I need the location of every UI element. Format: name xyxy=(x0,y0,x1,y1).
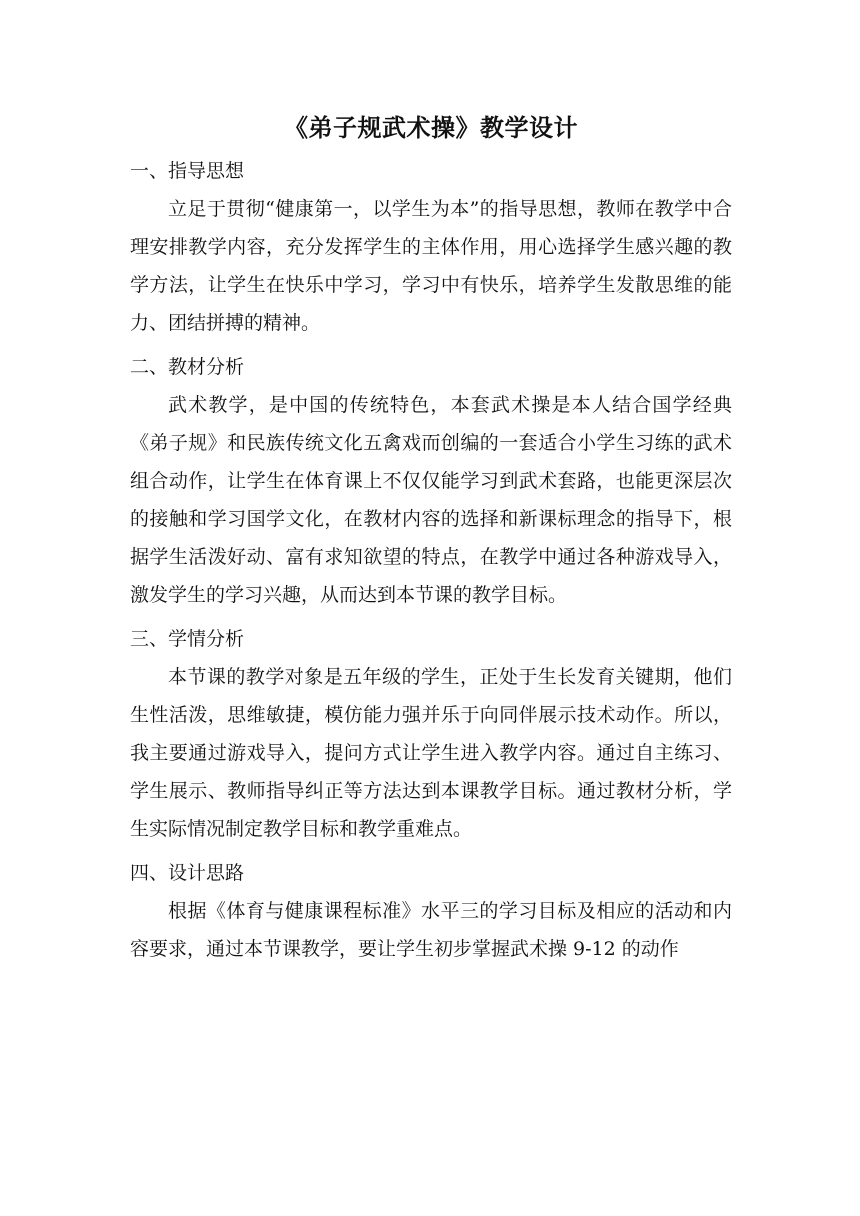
section-heading: 一、指导思想 xyxy=(130,160,245,182)
section-design-idea xyxy=(130,854,732,968)
section-guiding-ideology xyxy=(130,152,732,342)
document-title: 《弟子规武术操》教学设计 xyxy=(284,113,578,142)
section-paragraph: 立足于贯彻“健康第一，以学生为本”的指导思想，教师在教学中合理安排教学内容，充分发挥学生的主体作用，用心选择学生感兴趣的教学方法，让学生在快乐中学习，学习中有快乐，培养学生发散思维的能力、团结拼搏的精神。 xyxy=(130,198,732,334)
section-paragraph: 根据《体育与健康课程标准》水平三的学习目标及相应的活动和内容要求，通过本节课教学，要让学生初步掌握武术操 9-12 的动作 xyxy=(130,900,732,960)
section-paragraph: 本节课的教学对象是五年级的学生，正处于生长发育关键期，他们生性活泼，思维敏捷，模仿能力强并乐于向同伴展示技术动作。所以，我主要通过游戏导入，提问方式让学生进入教学内容。通过自主练习、学生展示、教师指导纠正等方法达到本课教学目标。通过教材分析，学生实际情况制定教学目标和教学重难点。 xyxy=(130,666,732,840)
section-heading: 二、教材分析 xyxy=(130,356,245,378)
section-heading: 四、设计思路 xyxy=(130,862,245,884)
section-learner-analysis xyxy=(130,620,732,848)
section-material-analysis xyxy=(130,348,732,614)
section-heading: 三、学情分析 xyxy=(130,628,245,650)
section-paragraph: 武术教学，是中国的传统特色，本套武术操是本人结合国学经典《弟子规》和民族传统文化五禽戏而创编的一套适合小学生习练的武术组合动作，让学生在体育课上不仅仅能学习到武术套路，也能更深层次的接触和学习国学文化，在教材内容的选择和新课标理念的指导下，根据学生活泼好动、富有求知欲望的特点，在教学中通过各种游戏导入，激发学生的学习兴趣，从而达到本节课的教学目标。 xyxy=(130,394,732,606)
